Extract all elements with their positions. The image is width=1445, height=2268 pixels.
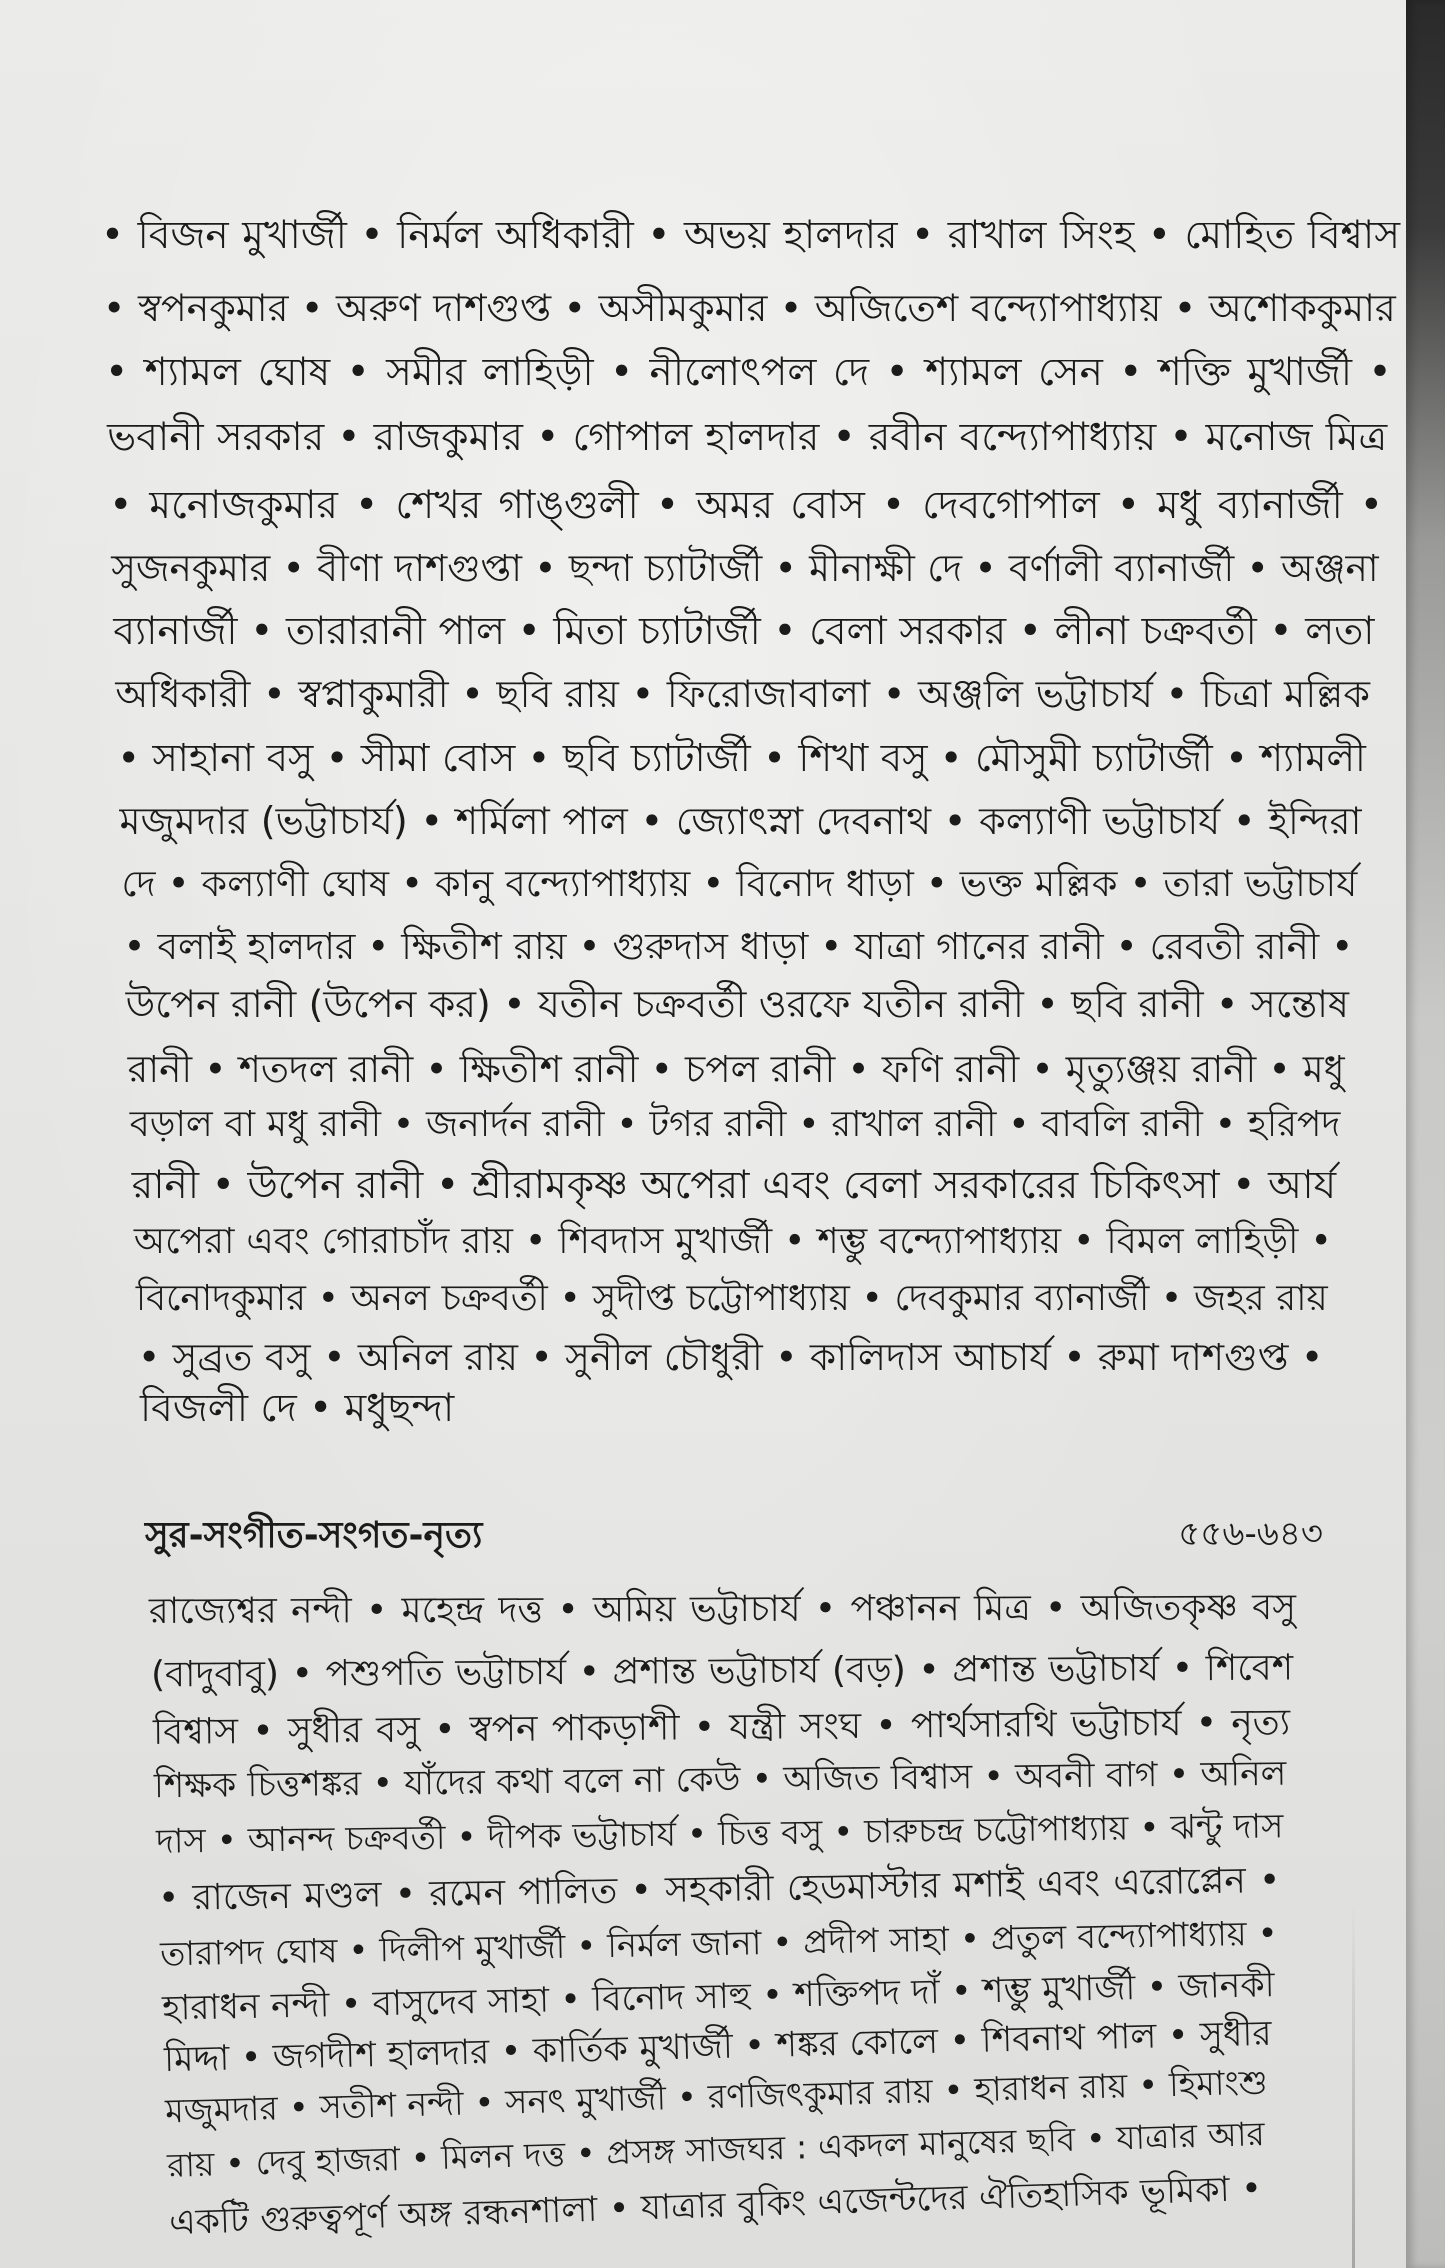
names-line: বিনোদকুমার • অনল চক্রবর্তী • সুদীপ্ত চট্টোপাধ্যায় • দেবকুমার ব্যানার্জী • জহর রায় (135, 1277, 1328, 1319)
names-line: অপেরা এবং গোরাচাঁদ রায় • শিবদাস মুখার্জী • শম্ভু বন্দ্যোপাধ্যায় • বিমল লাহিড়ী • (133, 1218, 1332, 1262)
section-line: হারাধন নন্দী • বাসুদেব সাহা • বিনোদ সাহু • শক্তিপদ দাঁ • শম্ভু মুখার্জী • জানকী (161, 1964, 1275, 2029)
section-line: দাস • আনন্দ চক্রবর্তী • দীপক ভট্টাচার্য • চিত্ত বসু • চারুচন্দ্র চট্টোপাধ্যায় • ঝন্টু দাস (156, 1806, 1284, 1862)
names-line: বিজলী দে • মধুছন্দা (140, 1385, 455, 1431)
section-line: (বাদুবাবু) • পশুপতি ভট্টাচার্য • প্রশান্ত ভট্টাচার্য (বড়) • প্রশান্ত ভট্টাচার্য • শিবেশ (150, 1647, 1293, 1696)
section-line: • রাজেন মণ্ডল • রমেন পালিত • সহকারী হেডমাস্টার মশাই এবং এরোপ্লেন • (157, 1859, 1281, 1919)
section-page-range: ৫৫৬-৬৪৩ (1178, 1514, 1323, 1554)
names-line: • সাহানা বসু • সীমা বোস • ছবি চ্যাটার্জী • শিখা বসু • মৌসুমী চ্যাটার্জী • শ্যামলী (117, 736, 1366, 782)
section-line: মিদ্দা • জগদীশ হালদার • কার্তিক মুখার্জী • শঙ্কর কোলে • শিবনাথ পাল • সুধীর (163, 2013, 1272, 2080)
names-line: দে • কল্যাণী ঘোষ • কানু বন্দ্যোপাধ্যায় • বিনোদ ধাড়া • ভক্ত মল্লিক • তারা ভট্টাচার্য (121, 862, 1358, 906)
names-line: ব্যানার্জী • তারারানী পাল • মিতা চ্যাটার্জী • বেলা সরকার • লীনা চক্রবর্তী • লতা (113, 608, 1375, 654)
section-line: বিশ্বাস • সুধীর বসু • স্বপন পাকড়াশী • যন্ত্রী সংঘ • পার্থসারথি ভট্টাচার্য • নৃত্য (152, 1701, 1290, 1753)
names-line: সুজনকুমার • বীণা দাশগুপ্তা • ছন্দা চ্যাটার্জী • মীনাক্ষী দে • বর্ণালী ব্যানার্জী • অঞ্জনা (111, 545, 1379, 590)
names-line: • স্বপনকুমার • অরুণ দাশগুপ্ত • অসীমকুমার • অজিতেশ বন্দ্যোপাধ্যায় • অশোককুমার (103, 285, 1396, 330)
names-line: রানী • শতদল রানী • ক্ষিতীশ রানী • চপল রানী • ফণি রানী • মৃত্যুঞ্জয় রানী • মধু (127, 1046, 1345, 1091)
names-line: মজুমদার (ভট্টাচার্য) • শর্মিলা পাল • জ্যোৎস্না দেবনাথ • কল্যাণী ভট্টাচার্য • ইন্দিরা (119, 800, 1362, 845)
names-line: উপেন রানী (উপেন কর) • যতীন চক্রবর্তী ওরফে যতীন রানী • ছবি রানী • সন্তোষ (125, 981, 1349, 1026)
page-edge-shadow (1406, 0, 1445, 2268)
section-line: একটি গুরুত্বপূর্ণ অঙ্গ রন্ধনশালা • যাত্রার বুকিং এজেন্টদের ঐতিহাসিক ভূমিকা • (168, 2168, 1263, 2243)
names-line: অধিকারী • স্বপ্নাকুমারী • ছবি রায় • ফিরোজাবালা • অঞ্জলি ভট্টাচার্য • চিত্রা মল্লিক (115, 673, 1371, 718)
names-line: বড়াল বা মধু রানী • জনার্দন রানী • টগর রানী • রাখাল রানী • বাবলি রানী • হরিপদ (129, 1103, 1341, 1145)
section-line: রায় • দেবু হাজরা • মিলন দত্ত • প্রসঙ্গ সাজঘর : একদল মানুষের ছবি • যাত্রার আর (166, 2114, 1266, 2185)
names-line: • বিজন মুখার্জী • নির্মল অধিকারী • অভয় হালদার • রাখাল সিংহ • মোহিত বিশ্বাস (101, 212, 1400, 258)
section-line: রাজ্যেশ্বর নন্দী • মহেন্দ্র দত্ত • অমিয় ভট্টাচার্য • পঞ্চানন মিত্র • অজিতকৃষ্ণ বসু (148, 1586, 1297, 1632)
names-line: ভবানী সরকার • রাজকুমার • গোপাল হালদার • রবীন বন্দ্যোপাধ্যায় • মনোজ মিত্র (107, 414, 1388, 460)
section-title: সুর-সংগীত-সংগত-নৃত্য (145, 1515, 483, 1556)
section-line: শিক্ষক চিত্তশঙ্কর • যাঁদের কথা বলে না কেউ • অজিত বিশ্বাস • অবনী বাগ • অনিল (154, 1753, 1287, 1807)
section-line: মজুমদার • সতীশ নন্দী • সনৎ মুখার্জী • রণজিৎকুমার রায় • হারাধন রায় • হিমাংশু (165, 2062, 1269, 2131)
names-line: • বলাই হালদার • ক্ষিতীশ রায় • গুরুদাস ধাড়া • যাত্রা গানের রানী • রেবতী রানী • (123, 925, 1354, 969)
names-line: রানী • উপেন রানী • শ্রীরামকৃষ্ণ অপেরা এবং বেলা সরকারের চিকিৎসা • আর্য (131, 1162, 1337, 1208)
names-line: • মনোজকুমার • শেখর গাঙ্গুলী • অমর বোস • দেবগোপাল • মধু ব্যানার্জী • (109, 482, 1383, 528)
section-line: তারাপদ ঘোষ • দিলীপ মুখার্জী • নির্মল জানা • প্রদীপ সাহা • প্রতুল বন্দ্যোপাধ্যায় • (159, 1914, 1278, 1974)
names-line: • শ্যামল ঘোষ • সমীর লাহিড়ী • নীলোৎপল দে • শ্যামল সেন • শক্তি মুখার্জী • (105, 349, 1392, 395)
page-fold-shadow (1352, 1900, 1355, 2268)
names-line: • সুব্রত বসু • অনিল রায় • সুনীল চৌধুরী • কালিদাস আচার্য • রুমা দাশগুপ্ত • (137, 1334, 1324, 1379)
